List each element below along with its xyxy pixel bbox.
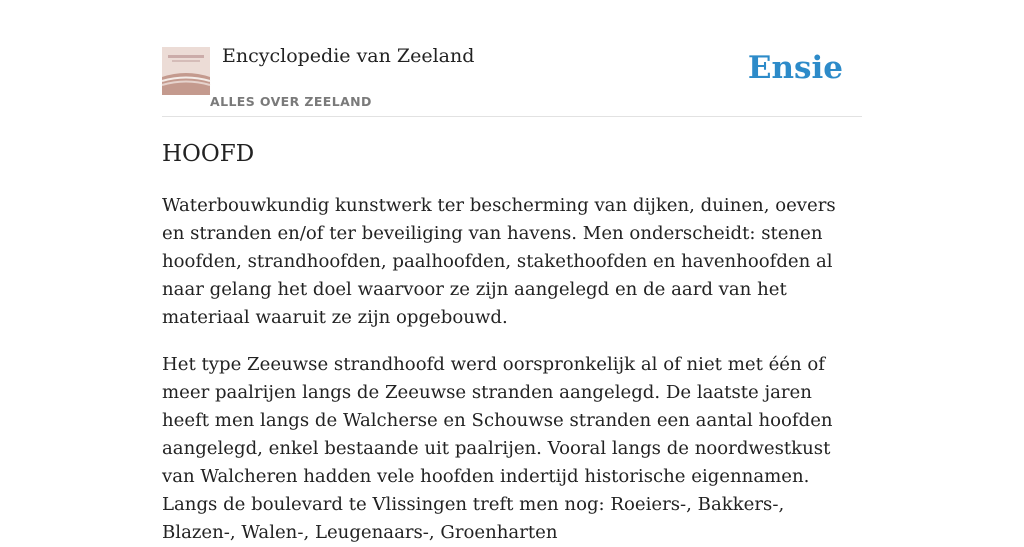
- article: [162, 138, 862, 547]
- site-logo-avatar[interactable]: [162, 47, 210, 95]
- site-subtitle: ALLES OVER ZEELAND: [210, 94, 372, 109]
- site-header: [162, 0, 862, 117]
- article-title: HOOFD: [162, 141, 255, 167]
- article-paragraph: Het type Zeeuwse strandhoofd werd oorspronkelijk al of niet met één of meer paalrijen langs de Zeeuwse stranden aangelegd. De laatste jaren heeft men langs de Walcherse en Schouwse stranden een aantal hoofden aangelegd, enkel bestaande uit paalrijen. Vooral langs de noordwestkust van Walcheren hadden vele hoofden indertijd historische eigennamen. Langs de boulevard te Vlissingen treft men nog: Roeiers-, Bakkers-, Blazen-, Walen-, Leugenaars-, Groenharten: [162, 354, 833, 543]
- article-paragraph: Waterbouwkundig kunstwerk ter bescherming van dijken, duinen, oevers en stranden en/of ter beveiliging van havens. Men onderscheidt: stenen hoofden, strandhoofden, paalhoofden, stakethoofden en havenhoofden al naar gelang het doel waarvoor ze zijn aangelegd en de aard van het materiaal waaruit ze zijn opgebouwd.: [162, 195, 836, 328]
- book-image-icon: [162, 47, 210, 95]
- site-title[interactable]: Encyclopedie van Zeeland: [222, 45, 475, 67]
- brand-logo-link[interactable]: Ensie: [747, 50, 843, 86]
